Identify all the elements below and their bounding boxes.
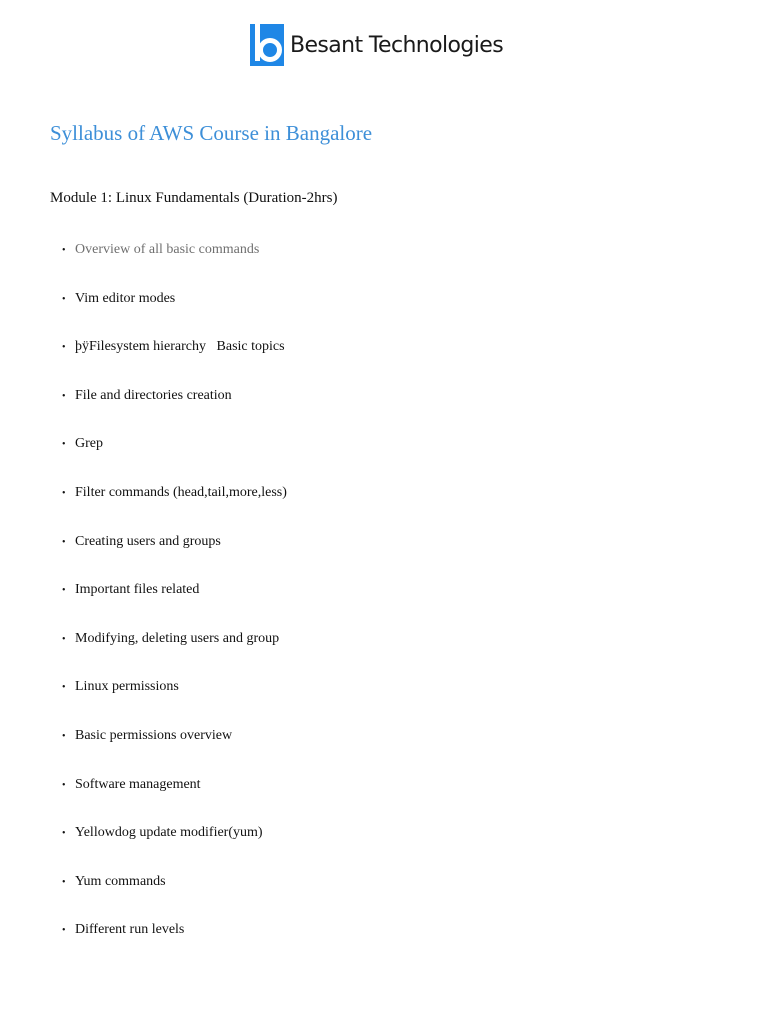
topic-text: Important files related [75, 582, 200, 598]
list-item [62, 775, 287, 824]
topic-text: Yum commands [75, 873, 166, 889]
bullet-icon: • [62, 487, 66, 499]
bullet-icon: • [62, 633, 66, 645]
bullet-icon: • [62, 828, 66, 840]
topic-text: Vim editor modes [75, 290, 176, 306]
list-item [62, 434, 287, 483]
topic-text: File and directories creation [75, 387, 232, 403]
bullet-icon: • [62, 293, 66, 305]
list-item [62, 483, 287, 532]
list-item [62, 580, 287, 629]
list-item [62, 629, 287, 678]
module-heading: Module 1: Linux Fundamentals (Duration-2hrs) [50, 190, 338, 206]
bullet-icon: • [62, 342, 66, 354]
list-item [62, 872, 287, 921]
topic-text: Different run levels [75, 922, 185, 938]
besant-b-logo-icon [250, 24, 284, 66]
topic-text: þÿFilesystem hierarchy Basic topics [75, 339, 285, 355]
topic-text: Overview of all basic commands [75, 242, 260, 257]
bullet-icon: • [62, 245, 66, 256]
topic-list [62, 240, 287, 969]
list-item [62, 677, 287, 726]
list-item [62, 726, 287, 775]
bullet-icon: • [62, 390, 66, 402]
bullet-icon: • [62, 730, 66, 742]
bullet-icon: • [62, 876, 66, 888]
topic-text: Creating users and groups [75, 533, 221, 549]
topic-text: Grep [75, 436, 103, 452]
list-item [62, 823, 287, 872]
bullet-icon: • [62, 536, 66, 548]
bullet-icon: • [62, 585, 66, 597]
topic-text: Basic permissions overview [75, 727, 233, 743]
brand-name: Besant Technologies [290, 32, 504, 58]
topic-text: Modifying, deleting users and group [75, 630, 280, 646]
list-item [62, 240, 287, 289]
brand-header [250, 24, 503, 66]
bullet-icon: • [62, 925, 66, 937]
bullet-icon: • [62, 682, 66, 694]
bullet-icon: • [62, 439, 66, 451]
list-item [62, 920, 287, 969]
list-item [62, 386, 287, 435]
page-title: Syllabus of AWS Course in Bangalore [50, 121, 373, 145]
list-item [62, 337, 287, 386]
topic-text: Yellowdog update modifier(yum) [75, 825, 263, 841]
list-item [62, 289, 287, 338]
topic-text: Software management [75, 776, 201, 792]
bullet-icon: • [62, 779, 66, 791]
list-item [62, 532, 287, 581]
topic-text: Linux permissions [75, 679, 179, 695]
topic-text: Filter commands (head,tail,more,less) [75, 484, 287, 500]
